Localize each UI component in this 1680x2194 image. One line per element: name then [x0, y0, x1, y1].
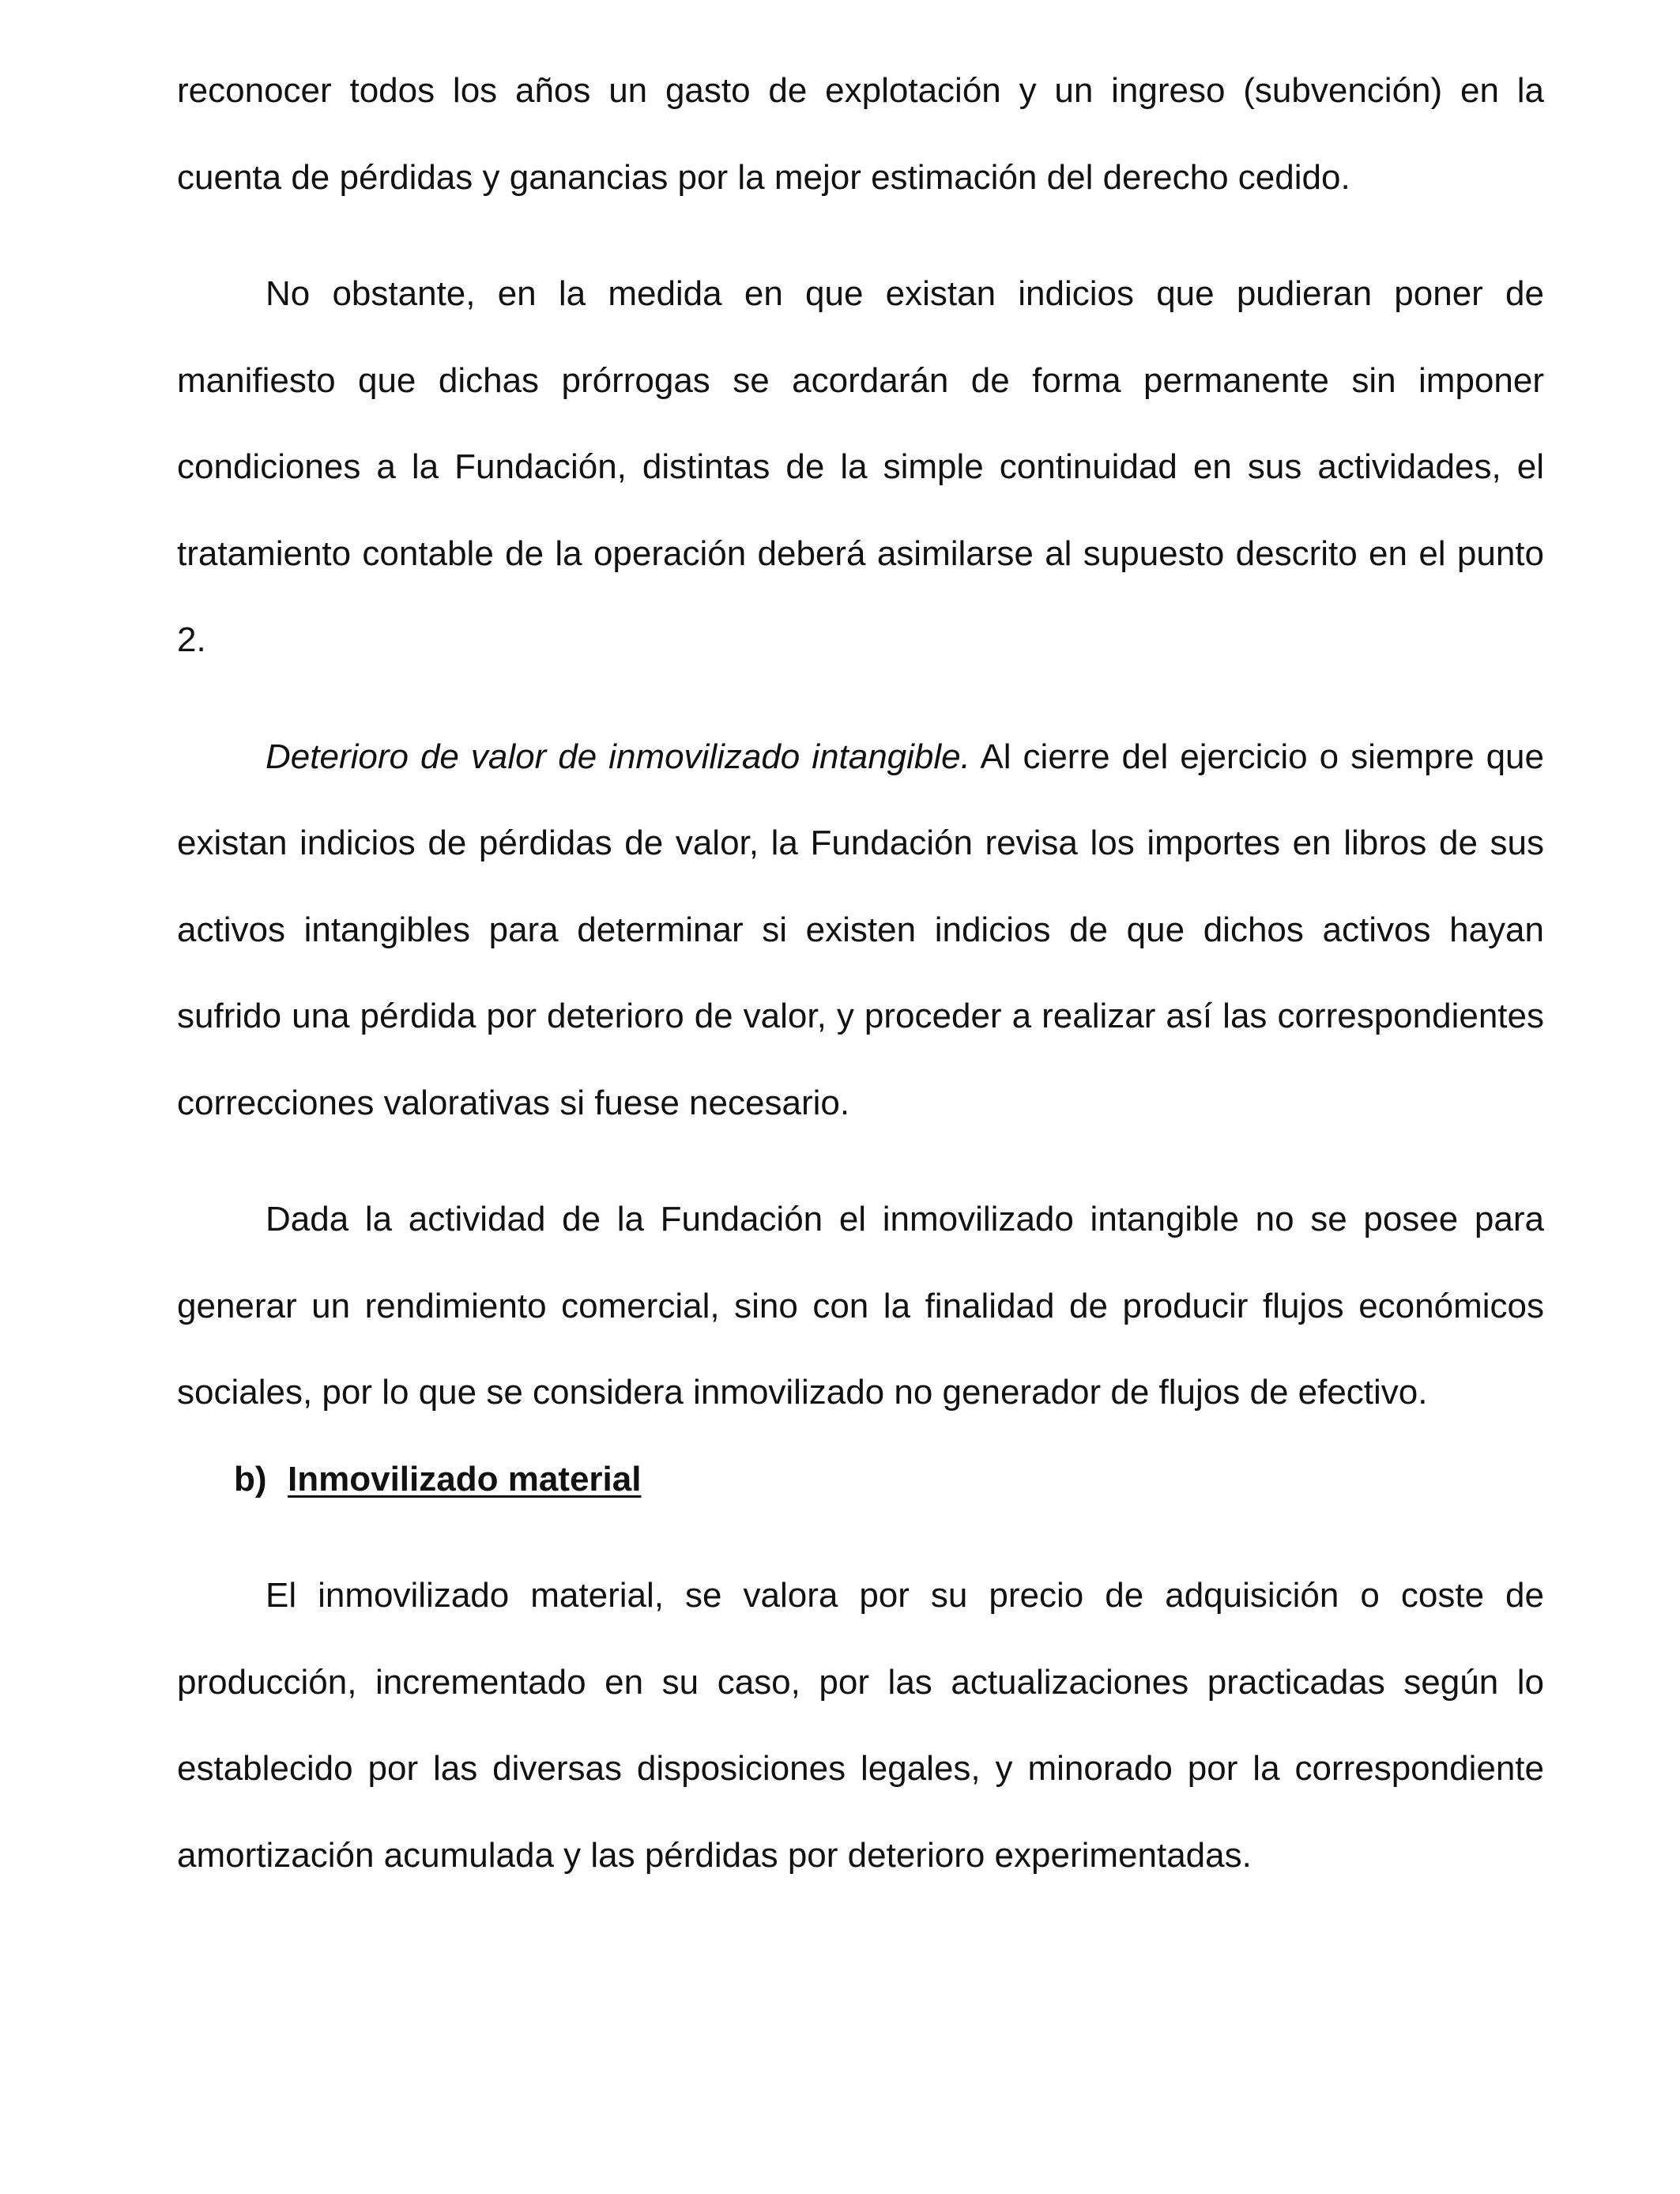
section-marker: b)	[234, 1459, 267, 1498]
paragraph-subvencion: reconocer todos los años un gasto de explotación y un ingreso (subvención) en la cuenta de pérdidas y ganancias por la mejor estimación del derecho cedido.	[177, 71, 1544, 197]
paragraph-no-obstante: No obstante, en la medida en que existan indicios que pudieran poner de manifiesto que dichas prórrogas se acordarán de forma permanente sin imponer condiciones a la Fundación, distintas de la simple continuidad en sus actividades, el tratamiento contable de la operación deberá asimilarse al supuesto descrito en el punto 2.	[177, 274, 1544, 659]
deterioro-body-text: Al cierre del ejercicio o siempre que existan indicios de pérdidas de valor, la Fundación revisa los importes en libros de sus activos intangibles para determinar si existen indicios de que dichos activos hayan sufrido una pérdida por deterioro de valor, y proceder a realizar así las correspondientes correcciones valorativas si fuese necesario.	[177, 737, 1544, 1122]
paragraph-inmovilizado-material: El inmovilizado material, se valora por su precio de adquisición o coste de producción, incrementado en su caso, por las actualizaciones practicadas según lo establecido por las diversas disposiciones legales, y minorado por la correspondiente amortización acumulada y las pérdidas por deterioro experimentadas.	[177, 1576, 1544, 1875]
deterioro-italic-heading: Deterioro de valor de inmovilizado intangible.	[266, 737, 970, 776]
section-heading-inmovilizado-material	[177, 1436, 1544, 1523]
document-page	[177, 47, 1544, 1898]
paragraph-dada-la-actividad: Dada la actividad de la Fundación el inmovilizado intangible no se posee para generar un rendimiento comercial, sino con la finalidad de producir flujos económicos sociales, por lo que se considera inmovilizado no generador de flujos de efectivo.	[177, 1200, 1544, 1412]
section-title: Inmovilizado material	[288, 1459, 642, 1498]
paragraph-deterioro	[177, 714, 1544, 1147]
